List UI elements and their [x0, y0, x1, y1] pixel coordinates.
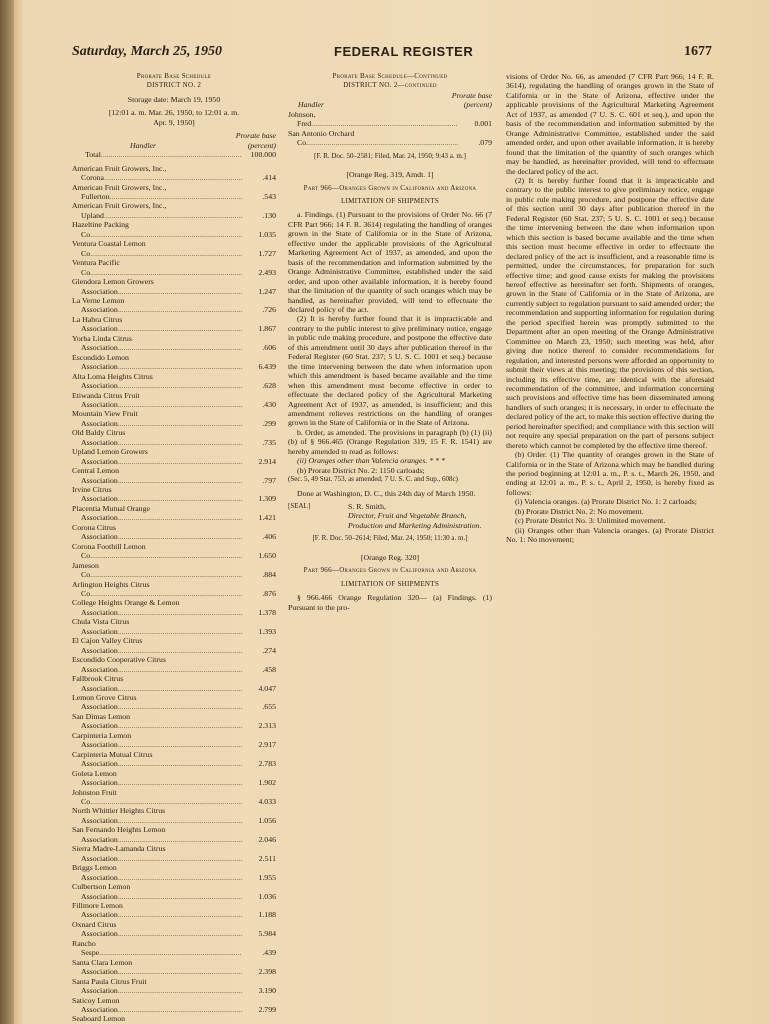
table-row	[72, 239, 276, 258]
table-row	[72, 977, 276, 996]
prorate-value: 6.439	[258, 362, 276, 372]
handler-name: Chula Vista Citrus Association .....	[72, 617, 242, 636]
other-oranges-district-1: (ii) Oranges other than Valencia oranges. (a) Prorate District No. 1: No movement;	[506, 525, 714, 545]
table-row	[72, 655, 276, 674]
statute-citation: (Sec. 5, 49 Stat. 753, as amended; 7 U. S. C. and Sup., 608c)	[288, 475, 458, 484]
table-row	[72, 334, 276, 353]
handler-name: Johnston Fruit Co .....	[72, 788, 242, 807]
handler-name: Upland Lemon Growers Association .....	[72, 447, 242, 466]
prorate-value: .735	[262, 437, 276, 447]
handler-name: Carpinteria Lemon Association .....	[72, 731, 242, 750]
column-3	[506, 72, 714, 545]
table-row	[72, 485, 276, 504]
prorate-value: 5.984	[258, 929, 276, 939]
handler-name: Hazeltine Packing Co .....	[72, 220, 242, 239]
prorate-value: 1.393	[258, 626, 276, 636]
total-value: 100.000	[250, 150, 276, 160]
table-row	[72, 391, 276, 410]
prorate-value: 1.867	[258, 324, 276, 334]
prorate-value: 1.955	[258, 872, 276, 882]
district-heading: DISTRICT NO. 2	[146, 81, 202, 90]
handler-name: San Fernando Heights Lemon Association .....	[72, 825, 242, 844]
sub-heading-2: LIMITATION OF SHIPMENTS	[340, 579, 440, 588]
regulation-320-opening: § 966.466 Orange Regulation 320— (a) Findings. (1) Pursuant to the pro-	[288, 593, 492, 612]
table-row	[72, 901, 276, 920]
prorate-value: .884	[262, 570, 276, 580]
prorate-value: .430	[262, 399, 276, 409]
table-row	[72, 636, 276, 655]
done-line: Done at Washington, D. C., this 24th day of March 1950.	[297, 488, 476, 498]
handler-name: El Cajon Valley Citrus Association .....	[72, 636, 242, 655]
handler-name: La Habra Citrus Association .....	[72, 315, 242, 334]
prorate-value: 2.046	[258, 834, 276, 844]
table-row	[72, 183, 276, 202]
handler-name: American Fruit Growers, Inc., Corona .....	[72, 164, 242, 183]
table-row	[72, 712, 276, 731]
prorate-value: 1.056	[258, 815, 276, 825]
table-row	[72, 409, 276, 428]
table-row	[72, 164, 276, 183]
handler-column-header: Handler	[130, 140, 156, 150]
prorate-value: .414	[262, 173, 276, 183]
prorate-value: .606	[262, 343, 276, 353]
prorate-value: .439	[262, 948, 276, 958]
prorate-column-unit: (percent)	[247, 140, 276, 150]
schedule-heading-continued: Prorate Base Schedule—Continued	[332, 72, 448, 80]
prorate-value: 2.511	[258, 853, 276, 863]
sub-heading-1: LIMITATION OF SHIPMENTS	[340, 196, 440, 205]
table-row	[72, 466, 276, 485]
handler-name: La Verne Lemon Association .....	[72, 296, 242, 315]
prorate-value: .406	[262, 532, 276, 542]
doc-citation-2: [F. R. Doc. 50–2614; Filed, Mar. 24, 1950; 11:30 a. m.]	[312, 534, 468, 543]
table-row	[72, 731, 276, 750]
findings-paragraph-2: (2) It is hereby further found that it is impracticable and contrary to the public interest to give preliminary notice, engage in public rule making procedure, and postpone the effective date of this amendment until 30 days after publication thereof in the Federal Register (60 Stat. 237; 5 U. S. C. 1001 et seq.) because the time intervening between the date when information upon which this amendment is based became available and the time when this amendment must become effective in order to effectuate the declared policy of the Agricultural Marketing Agreement Act of 1937, as amended, is insufficient; and this amendment relieves restrictions on the handling of oranges grown in the State of California or in the State of Arizona.	[288, 314, 492, 428]
order-paragraph: b. Order, as amended. The provisions in paragraph (b) (1) (ii) (b) of § 966.465 (Orange Regulation 319, 15 F. R. 1541) are hereby amended to read as follows:	[288, 427, 492, 456]
prorate-value: 2.799	[258, 1004, 276, 1014]
period-line-2: Apr. 9, 1950]	[153, 117, 195, 127]
prorate-value: 2.398	[258, 967, 276, 977]
handler-name: Santa Paula Citrus Fruit Association .....	[72, 977, 242, 996]
prorate-value: 2.914	[258, 456, 276, 466]
signer-name: S. R. Smith,	[348, 502, 386, 512]
prorate-value: .876	[262, 589, 276, 599]
table-row	[72, 825, 276, 844]
column-1	[72, 72, 276, 1024]
table-header	[72, 131, 276, 150]
prorate-value: .543	[262, 191, 276, 201]
table-row	[72, 1014, 276, 1024]
handler-name: Central Lemon Association .....	[72, 466, 242, 485]
handler-name: Oxnard Citrus Association .....	[72, 920, 242, 939]
handler-name: Mountain View Fruit Association .....	[72, 409, 242, 428]
handler-name: San Antonio Orchard Co .....	[288, 129, 458, 148]
table-row	[72, 353, 276, 372]
prorate-value: 2.493	[258, 267, 276, 277]
table-row	[72, 542, 276, 561]
handler-name: Ventura Coastal Lemon Co .....	[72, 239, 242, 258]
valencia-district-1: (i) Valencia oranges. (a) Prorate District No. 1: 2 carloads;	[515, 497, 697, 507]
table-row	[72, 428, 276, 447]
handler-name: Glendora Lemon Growers Association .....	[72, 277, 242, 296]
handler-name: Escondido Cooperative Citrus Association .....	[72, 655, 242, 674]
handler-name: Goleta Lemon Association .....	[72, 769, 242, 788]
table-row	[72, 806, 276, 825]
handler-name: Arlington Heights Citrus Co .....	[72, 580, 242, 599]
handler-name: Alta Loma Heights Citrus Association .....	[72, 372, 242, 391]
order-quantity-paragraph: (b) Order. (1) The quantity of oranges grown in the State of California or in the State of Arizona which may be handled during the period beginning at 12:01 a. m., P. s. t., March 26, 1950, and ending at 12:01 a. m., P. s. t., April 2, 1950, is hereby fixed as follows:	[506, 450, 714, 497]
prorate-value: 1.188	[258, 910, 276, 920]
handler-name: Ventura Pacific Co .....	[72, 258, 242, 277]
regulation-reference-2: [Orange Reg. 320]	[360, 552, 420, 562]
prorate-value: 2.917	[258, 740, 276, 750]
signer-title: Director, Fruit and Vegetable Branch, Production and Marketing Administration.	[348, 511, 482, 530]
table-row	[72, 504, 276, 523]
seal-mark: [SEAL]	[288, 502, 311, 511]
table-row	[72, 277, 276, 296]
schedule-heading: Prorate Base Schedule	[136, 72, 212, 80]
total-label: Total .....	[72, 150, 242, 159]
storage-date: Storage date: March 19, 1950	[127, 94, 221, 104]
prorate-value: 1.727	[258, 248, 276, 258]
impracticable-paragraph: (2) It is hereby further found that it is impracticable and contrary to the public interest to give preliminary notice, engage in public rule making procedure, and postpone the effective date of this section until 30 days after publication thereof in the Federal Register (60 Stat. 237; 5 U. S. C. 1001 et seq.) because the time intervening between the date when information upon which this section is based became available and the time when this section must become effective in order to effectuate the declared policy of the act is insufficient, and a reasonable time is permitted, under the circumstances, for preparation for such effective time; and good cause exists for making the provisions hereof effective as hereinafter set forth. Shipments of oranges, grown in the State of California or in the State of Arizona, are currently subject to regulation pursuant to said amended order; the recommendation and supporting information for regulation during the period specified herein was promptly submitted to the Department after an open meeting of the Orange Administrative Committee on March 23, 1950; such meeting was held, after giving due notice thereof to consider recommendations for regulation, and interested persons were afforded an opportunity to submit their views at this meeting; the provisions of this section, including its effective time, are identical with the aforesaid recommendation of the committee, and information concerning such provisions and effective time has been disseminated among handlers of such oranges; it is necessary, in order to effectuate the declared policy of the act, to make this section effective during the period hereinafter specified; and compliance with this section will not require any special preparation on the part of persons subject thereto which cannot be completed by the effective time thereof.	[506, 175, 714, 450]
prorate-value: 4.033	[258, 796, 276, 806]
prorate-value: 1.378	[258, 607, 276, 617]
prorate-value: 0.001	[474, 119, 492, 129]
table-row	[72, 447, 276, 466]
period-line-1: [12:01 a. m. Mar. 26, 1950, to 12:01 a. m.	[108, 108, 240, 118]
oranges-other-paragraph: (ii) Oranges other than Valencia oranges. * * *	[297, 456, 445, 466]
prorate-value: .797	[262, 475, 276, 485]
handler-name: Lemon Grove Citrus Association .....	[72, 693, 242, 712]
regulation-reference-1: [Orange Reg. 319, Amdt. 1]	[346, 170, 434, 180]
prorate-value: .458	[262, 664, 276, 674]
table-header-continued	[288, 91, 492, 110]
handler-name: North Whittier Heights Citrus Association .....	[72, 806, 242, 825]
table-row	[72, 844, 276, 863]
handler-name: Seaboard Lemon .....	[72, 1014, 242, 1024]
prorate-value: .655	[262, 702, 276, 712]
handler-name: American Fruit Growers, Inc., Upland .....	[72, 201, 242, 220]
prorate-value: 3.190	[258, 986, 276, 996]
prorate-value: 1.421	[258, 513, 276, 523]
handler-name: Fillmore Lemon Association .....	[72, 901, 242, 920]
handler-name: Culbertson Lemon Association .....	[72, 882, 242, 901]
total-row	[72, 150, 276, 159]
prorate-column-unit: (percent)	[463, 100, 492, 110]
prorate-value: 1.309	[258, 494, 276, 504]
prorate-value: 2.313	[258, 721, 276, 731]
handler-name: Corona Citrus Association .....	[72, 523, 242, 542]
handler-name: Rancho Sespe .....	[72, 939, 242, 958]
table-row	[72, 561, 276, 580]
prorate-value: .726	[262, 305, 276, 315]
issue-date: Saturday, March 25, 1950	[72, 44, 223, 59]
handler-name: Yorba Linda Citrus Association .....	[72, 334, 242, 353]
table-row	[72, 617, 276, 636]
table-row	[72, 996, 276, 1015]
table-row	[72, 958, 276, 977]
prorate-value: .274	[262, 645, 276, 655]
handler-name: Saticoy Lemon Association .....	[72, 996, 242, 1015]
table-row	[72, 882, 276, 901]
handler-name: Etiwanda Citrus Fruit Association .....	[72, 391, 242, 410]
table-row	[72, 920, 276, 939]
handler-column-header: Handler	[298, 100, 324, 110]
part-title-1: Part 966—Oranges Grown in California and Arizona	[303, 183, 477, 192]
handler-name: American Fruit Growers, Inc., Fullerton .....	[72, 183, 242, 202]
prorate-value: 4.047	[258, 683, 276, 693]
signature-block	[288, 502, 492, 530]
prorate-table-continued	[288, 110, 492, 148]
prorate-value: 1.035	[258, 229, 276, 239]
handler-name: College Heights Orange & Lemon Association .....	[72, 598, 242, 617]
valencia-district-3: (c) Prorate District No. 3: Unlimited movement.	[515, 516, 666, 526]
handler-name: Johnson, Fred .....	[288, 110, 458, 129]
handler-name: Old Baldy Citrus Association .....	[72, 428, 242, 447]
prorate-column-header: Prorate base	[451, 90, 492, 100]
handler-name: Irvine Citrus Association .....	[72, 485, 242, 504]
handler-name: San Dimas Lemon Association .....	[72, 712, 242, 731]
table-row	[72, 258, 276, 277]
table-row	[288, 110, 492, 129]
column-2	[288, 72, 492, 612]
table-row	[72, 693, 276, 712]
table-row	[72, 939, 276, 958]
table-row	[72, 580, 276, 599]
part-title-2: Part 966—Oranges Grown in California and Arizona	[303, 566, 477, 575]
handler-name: Santa Clara Lemon Association .....	[72, 958, 242, 977]
handler-name: Placentia Mutual Orange Association .....	[72, 504, 242, 523]
page-number: 1677	[684, 44, 712, 59]
table-row	[72, 315, 276, 334]
table-row	[72, 372, 276, 391]
table-row	[72, 863, 276, 882]
handler-name: Escondido Lemon Association .....	[72, 353, 242, 372]
handler-name: Jameson Co .....	[72, 561, 242, 580]
table-row	[72, 201, 276, 220]
prorate-value: .079	[478, 138, 492, 148]
prorate-value: 1.247	[258, 286, 276, 296]
table-row	[72, 296, 276, 315]
prorate-value: 2.783	[258, 759, 276, 769]
prorate-value: .299	[262, 418, 276, 428]
table-row	[72, 220, 276, 239]
doc-citation-1: [F. R. Doc. 50–2581; Filed, Mar. 24, 1950; 9:43 a. m.]	[314, 151, 466, 160]
table-row	[72, 769, 276, 788]
prorate-value: 1.036	[258, 891, 276, 901]
prorate-value: 1.650	[258, 551, 276, 561]
valencia-district-2: (b) Prorate District No. 2: No movement.	[515, 506, 644, 516]
continued-findings-paragraph: visions of Order No. 66, as amended (7 CFR Part 966; 14 F. R. 3614), regulating the handling of oranges grown in the State of California or in the State of Arizona, effective under the applicable provisions of the Agricultural Marketing Agreement Act of 1937, as amended (7 U. S. C. 601 et seq.), and upon the basis of the recommendation and information submitted by the Orange Administrative Committee, established under the said amended order, and upon other available information, it is hereby found that the limitation of the quantity of such oranges which may be handled, as hereinafter provided, will tend to effectuate the declared policy of the act.	[506, 72, 714, 176]
handler-name: Briggs Lemon Association .....	[72, 863, 242, 882]
table-row	[288, 129, 492, 148]
handler-name: Carpinteria Mutual Citrus Association .....	[72, 750, 242, 769]
district-2-paragraph: (b) Prorate District No. 2: 1150 carloads;	[297, 465, 425, 475]
publication-title: FEDERAL REGISTER	[334, 44, 474, 59]
handler-name: Fallbrook Citrus Association .....	[72, 674, 242, 693]
handler-name: Sierra Madre-Lamanda Citrus Association .....	[72, 844, 242, 863]
page-header	[72, 44, 712, 62]
prorate-table	[72, 164, 276, 1024]
prorate-value: .130	[262, 210, 276, 220]
handler-name: Corona Foothill Lemon Co .....	[72, 542, 242, 561]
table-row	[72, 750, 276, 769]
prorate-column-header: Prorate base	[235, 131, 276, 141]
table-row	[72, 674, 276, 693]
table-row	[72, 598, 276, 617]
prorate-value: 1.902	[258, 778, 276, 788]
prorate-value: .628	[262, 381, 276, 391]
findings-paragraph: a. Findings. (1) Pursuant to the provisions of Order No. 66 (7 CFR Part 966; 14 F. R. 3614) regulating the handling of oranges grown in the State of California or in the State of Arizona, effective under the applicable provisions of the Agricultural Marketing Agreement Act of 1937, as amended, and upon the basis of the recommendation and information submitted by the Orange Administrative Committee, established under the said order, and upon other available information, it is hereby found that the limitation of the quantity of such oranges which may be handled, as hereinafter provided, will tend to effectuate the declared policy of the act.	[288, 210, 492, 314]
district-heading-continued: DISTRICT NO. 2—continued	[343, 81, 437, 90]
binding-edge	[0, 0, 14, 1024]
table-row	[72, 523, 276, 542]
table-row	[72, 788, 276, 807]
